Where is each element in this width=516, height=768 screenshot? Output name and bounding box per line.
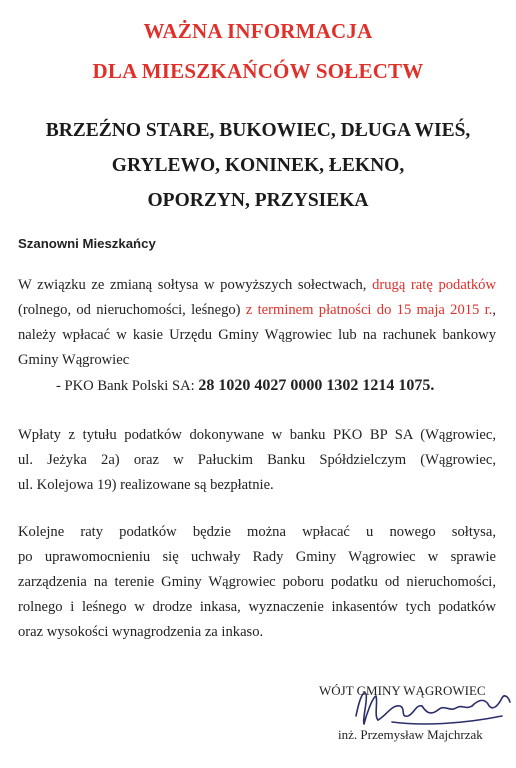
paragraph2-line2: ul. Jeżyka 2a) oraz w Pałuckim Banku Spółdzielczym (Wągrowiec, xyxy=(18,452,496,468)
paragraph1-line3: należy wpłacać w kasie Urzędu Gminy Wągrowiec lub na rachunek bankowy xyxy=(18,327,496,343)
signatory-title: WÓJT GMINY WĄGROWIEC xyxy=(319,683,486,698)
greeting: Szanowni Mieszkańcy xyxy=(18,236,156,251)
paragraph2-line3: ul. Kolejowa 19) realizowane są bezpłatnie. xyxy=(18,477,274,493)
paragraph2-line1: Wpłaty z tytułu podatków dokonywane w banku PKO BP SA (Wągrowiec, xyxy=(18,427,496,443)
signatory-name: inż. Przemysław Majchrzak xyxy=(338,727,483,742)
page-title-line1: WAŻNA INFORMACJA xyxy=(143,19,373,43)
paragraph1-line4: Gminy Wągrowiec xyxy=(18,352,130,368)
bank-account-line xyxy=(56,378,496,394)
paragraph1-line2-suffix: , xyxy=(492,302,496,318)
paragraph3-line4: rolnego i leśnego w drodze inkasa, wyznaczenie inkasentów tych podatków xyxy=(18,599,496,615)
page-title-line2: DLA MIESZKAŃCÓW SOŁECTW xyxy=(92,59,424,83)
villages-line3: OPORZYN, PRZYSIEKA xyxy=(147,190,369,211)
paragraph3-line5: oraz wysokości wynagrodzenia za inkaso. xyxy=(18,624,264,640)
paragraph1-line1 xyxy=(18,277,496,293)
paragraph1-line1-text: W związku ze zmianą sołtysa w powyższych sołectwach, xyxy=(18,277,373,293)
paragraph1-line2 xyxy=(18,302,496,318)
paragraph3-line3: zarządzenia na terenie Gminy Wągrowiec poboru podatku od nieruchomości, xyxy=(18,574,496,590)
highlight-second-installment: drugą ratę podatków xyxy=(372,277,496,293)
paragraph3-line2: po uprawomocnieniu się uchwały Rady Gminy Wągrowiec w sprawie xyxy=(18,549,496,565)
paragraph3-line1: Kolejne raty podatków będzie można wpłacać u nowego sołtysa, xyxy=(18,524,496,540)
villages-line1: BRZEŹNO STARE, BUKOWIEC, DŁUGA WIEŚ, xyxy=(45,120,471,141)
bank-name: - PKO Bank Polski SA: xyxy=(56,378,199,394)
handwritten-signature xyxy=(352,686,516,732)
paragraph1-line2-text: (rolnego, od nieruchomości, leśnego) xyxy=(18,302,246,318)
bank-account-number: 28 1020 4027 0000 1302 1214 1075. xyxy=(198,377,435,394)
villages-line2: GRYLEWO, KONINEK, ŁEKNO, xyxy=(111,155,405,176)
highlight-deadline: z terminem płatności do 15 maja 2015 r. xyxy=(245,302,493,318)
